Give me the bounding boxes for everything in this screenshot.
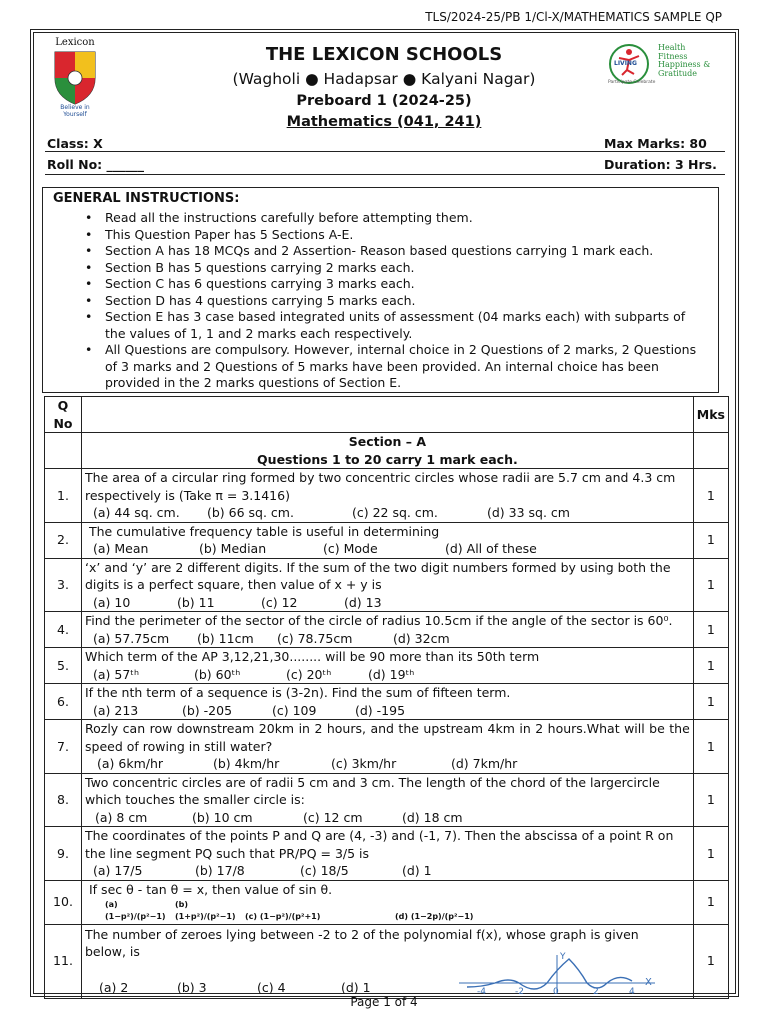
question-marks: 1 [693, 827, 728, 881]
question-number: 7. [45, 720, 82, 774]
instructions-title: GENERAL INSTRUCTIONS: [53, 191, 240, 206]
option: (b) 60ᵗʰ [194, 666, 241, 682]
question-number: 10. [45, 880, 82, 924]
question-row [45, 720, 729, 774]
option: (d) (1−2p)/(p²−1) [395, 911, 474, 921]
graph-tick-label: 2 [593, 986, 599, 995]
question-number: 3. [45, 558, 82, 612]
question-row [45, 612, 729, 648]
general-instructions [42, 187, 719, 393]
axis-y-label: Y [560, 951, 566, 962]
option: (a) 57.75cm [93, 630, 170, 646]
instruction-item: • Read all the instructions carefully before attempting them. [105, 210, 705, 227]
max-marks: Max Marks: 80 [604, 136, 707, 151]
instruction-item: • All Questions are compulsory. However, internal choice in 2 Questions of 2 marks, 2 Questions of 3 marks and 2 Questions of 5 marks have been provided. An internal choice has been provided in the 2 marks questions of Section E. [105, 342, 705, 392]
question-marks: 1 [693, 880, 728, 924]
question-text: ‘x’ and ‘y’ are 2 different digits. If the sum of the two digit numbers formed by using both the digits is a perfect square, then value of x + y is [85, 559, 671, 592]
question-row [45, 827, 729, 881]
question-row [45, 924, 729, 998]
question-text: Which term of the AP 3,12,21,30........ will be 90 more than its 50th term [85, 649, 540, 664]
option: (a) 6km/hr [97, 756, 164, 771]
option: (d) 32cm [393, 630, 450, 646]
question-marks: 1 [693, 469, 728, 523]
option: (b) 11 [177, 594, 215, 610]
header-code: TLS/2024-25/PB 1/Cl-X/MATHEMATICS SAMPLE QP [425, 10, 722, 24]
living-line-3: Happiness & [658, 60, 711, 69]
option: (d) -195 [355, 702, 406, 718]
option: (b) 66 sq. cm. [207, 505, 294, 520]
instruction-item: • Section A has 18 MCQs and 2 Assertion- Reason based questions carrying 1 mark each. [105, 243, 705, 260]
question-marks: 1 [693, 924, 728, 998]
instruction-item: • This Question Paper has 5 Sections A-E. [105, 227, 705, 244]
option: (c) 20ᵗʰ [286, 666, 332, 682]
option: (c) (1−p²)/(p²+1) [245, 911, 321, 921]
question-number: 11. [45, 924, 82, 998]
instruction-item: • Section E has 3 case based integrated units of assessment (04 marks each) with subparts of the values of 1, 1 and 2 marks each respectively. [105, 309, 705, 342]
question-row [45, 648, 729, 684]
question-row [45, 558, 729, 612]
option: (a) 17/5 [93, 863, 143, 878]
option: (c) Mode [323, 541, 378, 556]
living-line-1: Health [658, 43, 686, 52]
living-brand: LIVING [614, 60, 637, 67]
option: (b) 17/8 [195, 863, 245, 878]
question-row [45, 773, 729, 827]
roll-label: Roll No: ______ [47, 157, 145, 172]
question-number: 8. [45, 773, 82, 827]
option: (d) 19ᵗʰ [368, 666, 415, 682]
option: (c) 22 sq. cm. [352, 505, 438, 520]
question-row [45, 880, 729, 924]
instruction-item: • Section C has 6 questions carrying 3 marks each. [105, 276, 705, 293]
question-text: Find the perimeter of the sector of the circle of radius 10.5cm if the angle of the sector is 60⁰. [85, 613, 673, 628]
curve [467, 959, 632, 989]
section-subtitle: Questions 1 to 20 carry 1 mark each. [257, 451, 518, 467]
divider [45, 174, 725, 175]
option: (b) Median [199, 541, 267, 556]
question-number: 6. [45, 684, 82, 720]
col-marks-header: Mks [693, 397, 728, 433]
question-marks: 1 [693, 558, 728, 612]
exam-title: Preboard 1 (2024-25) [296, 93, 472, 109]
question-row [45, 469, 729, 523]
question-number: 2. [45, 522, 82, 558]
graph-tick-label: -4 [477, 986, 486, 995]
option: (a) 57ᵗʰ [93, 666, 140, 682]
instruction-item: • Section B has 5 questions carrying 2 marks each. [105, 260, 705, 277]
question-text: If sec θ - tan θ = x, then value of sin θ. [89, 882, 333, 898]
option: (d) 13 [344, 594, 382, 610]
option: (a) 2 [99, 979, 129, 995]
question-row [45, 684, 729, 720]
living-line-2: Fitness [658, 51, 688, 61]
option: (b) -205 [182, 702, 233, 718]
option: (a) (1−p²)/(p²−1) [105, 899, 166, 921]
page-footer: Page 1 of 4 [350, 995, 418, 1009]
section-title: Section – A [348, 434, 427, 449]
questions-table [44, 396, 729, 999]
graph-tick-label: 4 [629, 986, 635, 995]
option: (b) 3 [177, 979, 207, 995]
option: (c) 3km/hr [331, 756, 397, 771]
question-text: The cumulative frequency table is useful in determining [89, 523, 440, 539]
option: (d) 33 sq. cm [487, 505, 570, 520]
question-marks: 1 [693, 612, 728, 648]
option: (d) 1 [402, 863, 432, 878]
option: (d) 1 [341, 979, 371, 995]
logo-brand: Lexicon [55, 37, 95, 48]
logo-motto: Believe in Yourself [60, 104, 90, 118]
question-row [45, 522, 729, 558]
option: (b) 4km/hr [213, 756, 280, 771]
duration: Duration: 3 Hrs. [604, 157, 717, 172]
section-header-row [45, 433, 729, 469]
divider [45, 151, 725, 152]
option: (c) 4 [257, 979, 286, 995]
question-text: If the nth term of a sequence is (3-2n). Find the sum of fifteen term. [85, 685, 511, 700]
option: (c) 78.75cm [277, 630, 353, 646]
option: (a) 213 [93, 702, 139, 718]
option: (a) Mean [93, 541, 149, 556]
option: (a) 10 [93, 594, 131, 610]
instructions-list [105, 210, 705, 392]
question-text: The number of zeroes lying between -2 to 2 of the polynomial f(x), whose graph is given below, is [85, 926, 639, 960]
graph-tick-label: 0 [553, 986, 559, 995]
option: (b) (1+p²)/(p²−1) [175, 899, 236, 921]
instruction-item: • Section D has 4 questions carrying 5 marks each. [105, 293, 705, 310]
question-text: The coordinates of the points P and Q are (4, -3) and (-1, 7). Then the abscissa of a point R on the line segment PQ such that PR/PQ = 3/5 is [85, 828, 674, 861]
table-header-row [45, 397, 729, 433]
question-marks: 1 [693, 648, 728, 684]
option: (d) 18 cm [402, 809, 463, 825]
question-number: 4. [45, 612, 82, 648]
polynomial-graph-svg [457, 953, 657, 995]
question-marks: 1 [693, 773, 728, 827]
option: (c) 18/5 [300, 863, 349, 878]
class-label: Class: X [47, 136, 103, 151]
option: (a) 44 sq. cm. [93, 505, 180, 520]
question-text: Rozly can row downstream 20km in 2 hours, and the upstream 4km in 2 hours.What will be the speed of rowing in still water? [85, 721, 690, 754]
option: (a) 8 cm [95, 809, 148, 825]
polynomial-graph [457, 953, 657, 995]
option: (d) All of these [445, 541, 537, 556]
option: (b) 11cm [197, 630, 254, 646]
question-number: 9. [45, 827, 82, 881]
question-text: The area of a circular ring formed by two concentric circles whose radii are 5.7 cm and 4.3 cm respectively is (Take π = 3.1416) [85, 470, 676, 503]
living-motto: Participate Celebrate [608, 80, 656, 85]
option: (c) 12 cm [303, 809, 363, 825]
axis-x-label: X [645, 976, 652, 988]
school-name: THE LEXICON SCHOOLS [265, 44, 503, 65]
option: (d) 7km/hr [451, 756, 518, 771]
campuses: (Wagholi ● Hadapsar ● Kalyani Nagar) [232, 70, 536, 88]
subject-title: Mathematics (041, 241) [286, 114, 482, 130]
option: (b) 10 cm [192, 809, 253, 825]
question-marks: 1 [693, 522, 728, 558]
living-line-4: Gratitude [658, 68, 697, 78]
question-marks: 1 [693, 720, 728, 774]
graph-tick-label: -2 [515, 986, 524, 995]
col-qno-header: Q No [45, 397, 82, 433]
question-text: Two concentric circles are of radii 5 cm and 3 cm. The length of the chord of the largercircle which touches the smaller circle is: [85, 774, 660, 807]
question-marks: 1 [693, 684, 728, 720]
option: (c) 109 [272, 702, 317, 718]
option: (c) 12 [261, 594, 298, 610]
question-number: 5. [45, 648, 82, 684]
question-number: 1. [45, 469, 82, 523]
